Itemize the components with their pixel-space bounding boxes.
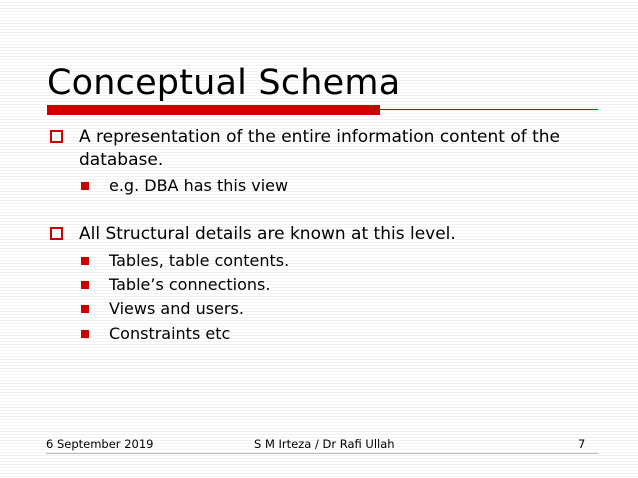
footer-author: S M Irteza / Dr Rafi Ullah — [254, 437, 395, 451]
filled-square-bullet-icon — [81, 305, 89, 313]
title-underline-bar — [47, 105, 380, 115]
sub-bullet-text: e.g. DBA has this view — [109, 176, 289, 195]
filled-square-bullet-icon — [81, 182, 89, 190]
sub-bullet-text: Views and users. — [109, 299, 244, 318]
sub-bullet-text: Table’s connections. — [109, 275, 271, 294]
hollow-square-bullet-icon — [50, 130, 63, 143]
hollow-square-bullet-icon — [50, 227, 63, 240]
title-underline-rule — [380, 109, 598, 110]
filled-square-bullet-icon — [81, 281, 89, 289]
slide-title: Conceptual Schema — [47, 63, 401, 103]
bullet-text: A representation of the entire information content of the database. — [79, 127, 561, 170]
sub-bullet-text: Tables, table contents. — [109, 251, 290, 270]
sub-bullet-text: Constraints etc — [109, 324, 231, 343]
footer-rule — [46, 453, 598, 454]
filled-square-bullet-icon — [81, 257, 89, 265]
bullet-text: All Structural details are known at this level. — [79, 224, 456, 244]
filled-square-bullet-icon — [81, 330, 89, 338]
footer-page-number: 7 — [578, 437, 586, 451]
footer-date: 6 September 2019 — [46, 437, 154, 451]
